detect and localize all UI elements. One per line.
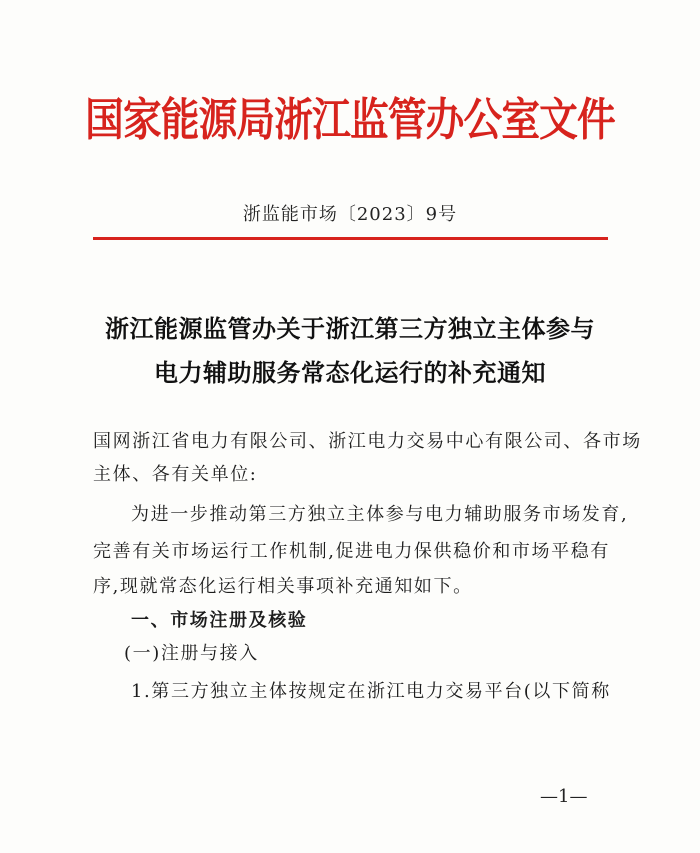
- notice-title-line-2: 电力辅助服务常态化运行的补充通知: [154, 359, 546, 387]
- addressee-line-1: 国网浙江省电力有限公司、浙江电力交易中心有限公司、各市场: [93, 431, 642, 452]
- addressee-line-2: 主体、各有关单位:: [93, 464, 258, 485]
- item-1-text: 1.第三方独立主体按规定在浙江电力交易平台(以下简称: [131, 681, 611, 702]
- red-divider-line: [93, 237, 608, 240]
- section-1-heading: 一、市场注册及核验: [131, 610, 308, 631]
- intro-paragraph-line-1: 为进一步推动第三方独立主体参与电力辅助服务市场发育,: [131, 504, 629, 525]
- document-number: 浙监能市场〔2023〕9号: [242, 204, 458, 225]
- issuer-title: 国家能源局浙江监管办公室文件: [85, 93, 615, 146]
- notice-title-line-1: 浙江能源监管办关于浙江第三方独立主体参与: [105, 315, 595, 343]
- intro-paragraph-line-2: 完善有关市场运行工作机制,促进电力保供稳价和市场平稳有: [93, 541, 610, 562]
- intro-paragraph-line-3: 序,现就常态化运行相关事项补充通知如下。: [93, 576, 473, 597]
- page-number: —1—: [540, 786, 588, 807]
- subsection-1-heading: (一)注册与接入: [124, 643, 259, 664]
